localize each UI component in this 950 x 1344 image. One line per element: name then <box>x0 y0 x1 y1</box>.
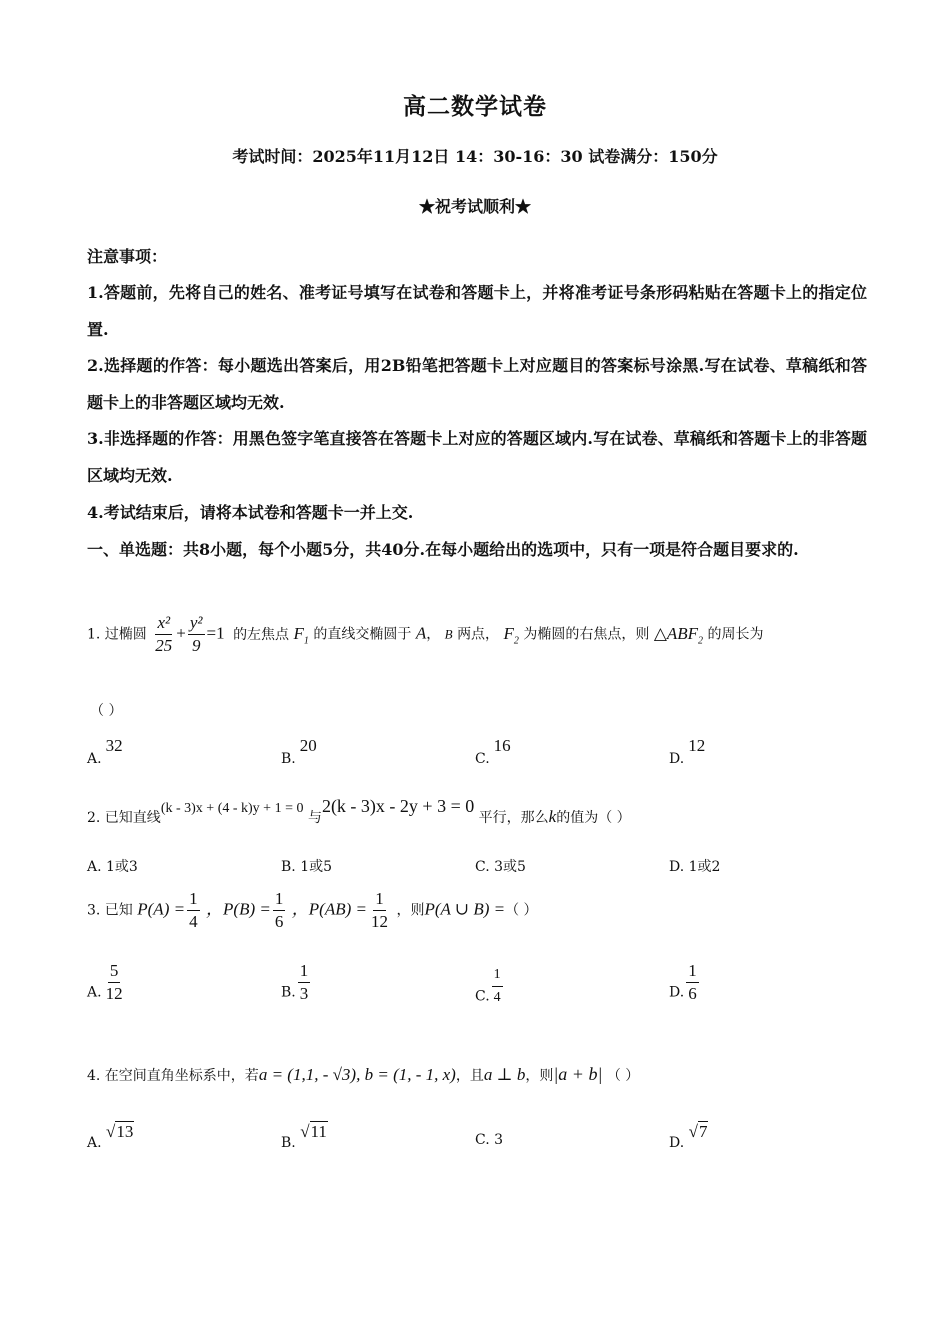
fraction-pab: $\frac{1}{12}$ <box>371 889 388 931</box>
q4-option-d: D. √7 <box>669 1122 708 1151</box>
q4-option-c: C. 3 <box>475 1132 504 1148</box>
notes-heading: 注意事项： <box>87 247 168 266</box>
q1-option-b: B.20 <box>281 736 317 767</box>
exam-info: 考试时间：2025年11月12日 14：30-16：30 试卷满分：150分 <box>232 147 718 166</box>
q4-option-a: A. √13 <box>87 1122 134 1151</box>
q2-option-c: C. 3或5 <box>475 859 526 875</box>
q1-option-a: A.32 <box>87 736 123 767</box>
q3-option-d: D. $\frac{1}{6}$ <box>669 961 697 1003</box>
fraction-pb: $\frac{1}{6}$ <box>274 889 284 931</box>
fraction-y: $\frac{\text{y²}}{9}$ <box>189 613 203 655</box>
focus-f2: $F_2$ <box>503 623 519 646</box>
q3-option-c: C. $\frac{1}{4}$ <box>475 974 505 1019</box>
q4-option-b: B. √11 <box>281 1122 327 1151</box>
question-2: 2. 已知直线(k - 3)x + (4 - k)y + 1 = 0 与2(k - 3)x - 2y + 3 = 0 平行，那么k的值为（ ） <box>87 796 631 826</box>
q2-option-d: D. 1或2 <box>669 859 721 875</box>
fraction-x: $\frac{\text{x²}}{25}$ <box>155 613 173 655</box>
perpendicular-condition: a ⊥ b <box>483 1065 526 1084</box>
line-1-equation: (k - 3)x + (4 - k)y + 1 = 0 <box>160 801 304 816</box>
question-3: 3. 已知 P(A) = $\frac{1}{4}$ ，P(B) = $\frac{1}{6}$ ，P(AB) = $\frac{1}{12}$ ，则P(A ∪ B) =（ ） <box>87 889 538 931</box>
q1-option-c: C.16 <box>475 736 511 767</box>
q3-option-a: A. $\frac{5}{12}$ <box>87 961 123 1003</box>
page-title: 高二数学试卷 <box>403 93 547 120</box>
triangle-abf2: $\triangle ABF_2$ <box>653 623 704 646</box>
fraction-pa: $\frac{1}{4}$ <box>189 889 198 931</box>
q2-option-a: A. 1或3 <box>87 859 138 875</box>
q1-answer-paren: （ ） <box>90 703 123 719</box>
q3-option-b: B. $\frac{1}{3}$ <box>281 961 309 1003</box>
q2-option-b: B. 1或5 <box>281 859 333 875</box>
note-1: 1.答题前，先将自己的姓名、准考证号填写在试卷和答题卡上，并将准考证号条形码粘贴在答题卡上的指定位置. <box>87 283 867 339</box>
note-3: 3.非选择题的作答：用黑色签字笔直接答在答题卡上对应的答题区域内.写在试卷、草稿纸和答题卡上的非答题区域均无效. <box>87 429 867 485</box>
union-expression: P(A ∪ B) = <box>424 899 506 919</box>
q1-option-d: D.12 <box>669 736 706 767</box>
note-4: 4.考试结束后，请将本试卷和答题卡一并上交. <box>87 503 414 522</box>
section-heading: 一、单选题：共8小题，每个小题5分，共40分.在每小题给出的选项中，只有一项是符合题目要求的. <box>87 540 799 559</box>
note-2: 2.选择题的作答：每小题选出答案后，用2B铅笔把答题卡上对应题目的答案标号涂黑.写在试卷、草稿纸和答题卡上的非答题区域均无效. <box>87 356 867 412</box>
vector-definition: a = (1,1, - √3), b = (1, - 1, x) <box>258 1065 456 1084</box>
question-4: 4. 在空间直角坐标系中，若a = (1,1, - √3), b = (1, - 1, x)，且a ⊥ b，则|a + b| （ ） <box>87 1064 640 1084</box>
line-2-equation: 2(k - 3)x - 2y + 3 = 0 <box>321 796 475 816</box>
blessing: ★祝考试顺利★ <box>418 197 531 216</box>
focus-f1: $F_1$ <box>293 623 309 646</box>
magnitude-expression: |a + b| <box>553 1064 603 1084</box>
question-1: 1. 过椭圆 $\frac{\text{x²}}{25}$ + $\frac{\text{y²}}{9}$ =1 的左焦点 $F_1$ 的直线交椭圆于 A， B 两点， $F_2$ 为椭圆的右焦点，则 $\triangle ABF_2$ 的周长为 <box>87 613 764 655</box>
